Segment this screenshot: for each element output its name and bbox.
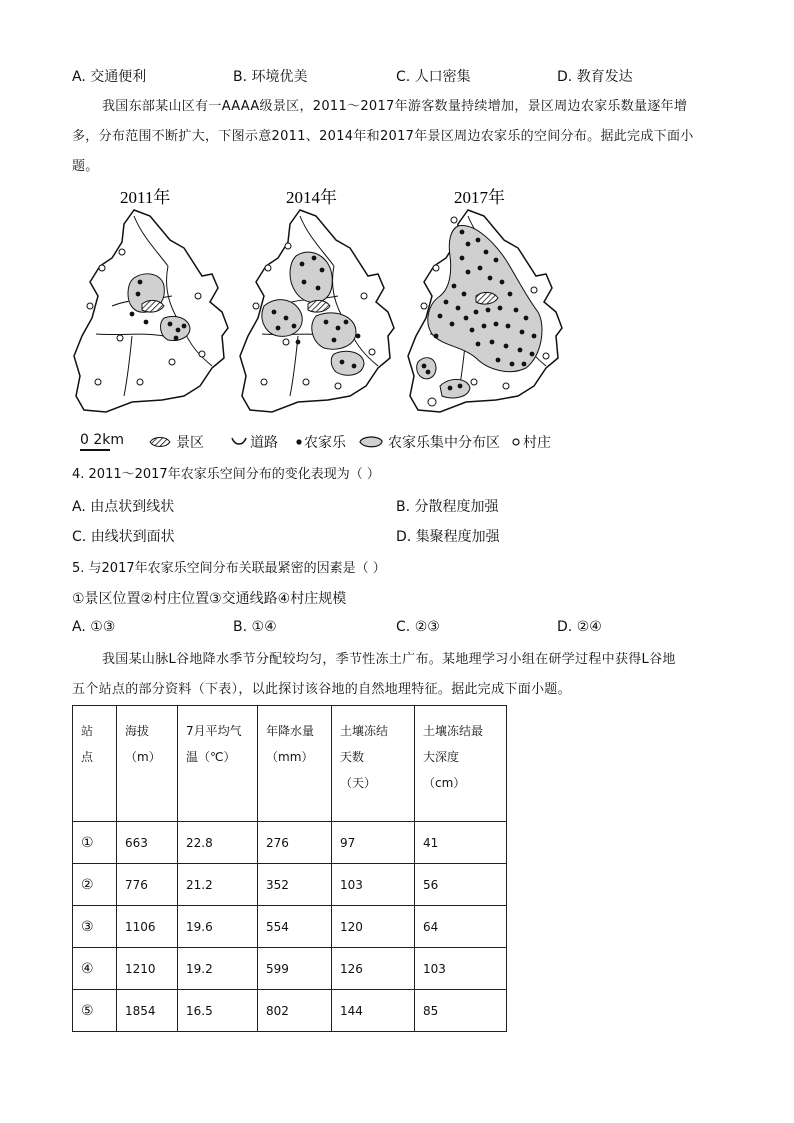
q5-stem: 5. 与2017年农家乐空间分布关联最紧密的因素是（ ） [72,561,386,576]
table-row: ① 663 22.8 276 97 41 [73,822,507,864]
farmstay-dot-icon [295,438,303,446]
table-header-row [73,706,507,822]
q3-option-d: D. 教育发达 [557,69,633,85]
q4-option-b: B. 分散程度加强 [396,499,499,515]
q5-option-b: B. ①④ [233,619,277,635]
q4-stem: 4. 2011～2017年农家乐空间分布的变化表现为（ ） [72,467,380,482]
legend-village: 村庄 [523,435,551,451]
map-2017 [408,187,562,412]
road-symbol-icon [230,436,248,448]
map-2014 [240,187,394,412]
farmstay-distribution-maps [72,186,572,431]
map-title-2014: 2014年 [286,188,337,207]
table-row: ⑤ 1854 16.5 802 144 85 [73,990,507,1032]
q3-option-c: C. 人口密集 [396,69,471,85]
q5-factors: ①景区位置②村庄位置③交通线路④村庄规模 [72,591,347,607]
intro-paragraph-2: 我国某山脉L谷地降水季节分配较均匀，季节性冻土广布。某地理学习小组在研学过程中获得L谷地 五个站点的部分资料（下表），以此探讨该谷地的自然地理特征。据此完成下面小题。 [72,652,676,697]
q4-option-c: C. 由线状到面状 [72,529,175,545]
q5-option-d: D. ②④ [557,619,602,635]
map-title-2017: 2017年 [454,188,505,207]
map-title-2011: 2011年 [120,188,171,207]
table-row: ④ 1210 19.2 599 126 103 [73,948,507,990]
q4-option-a: A. 由点状到线状 [72,499,175,515]
q5-option-a: A. ①③ [72,619,116,635]
scenic-area-symbol-icon [148,435,172,449]
q3-option-a: A. 交通便利 [72,69,147,85]
legend-road: 道路 [250,435,278,451]
q4-option-d: D. 集聚程度加强 [396,529,500,545]
legend-scenic: 景区 [176,435,204,451]
intro-paragraph-1: 我国东部某山区有一AAAA级景区，2011～2017年游客数量持续增加，景区周边农家乐数量逐年增 多，分布范围不断扩大，下图示意2011、2014年和2017年景区周边农家乐的空间分布。据此完成下面小 题。 [72,99,694,174]
q5-option-c: C. ②③ [396,619,440,635]
header-precipitation: 年降水量 （mm） [258,706,332,822]
legend-scale: 0 2km [80,432,125,448]
header-frozen-depth: 土壤冻结最 大深度 （cm） [415,706,507,822]
header-frozen-days: 土壤冻结 天数 （天） [332,706,415,822]
table-row: ③ 1106 19.6 554 120 64 [73,906,507,948]
scale-bar [80,449,136,453]
station-data-table [72,705,507,1032]
legend-farmstay: 农家乐 [304,435,346,451]
header-july-temp: 7月平均气 温（℃） [178,706,258,822]
q3-option-b: B. 环境优美 [233,69,308,85]
table-row: ② 776 21.2 352 103 56 [73,864,507,906]
legend-cluster: 农家乐集中分布区 [388,435,500,451]
cluster-area-symbol-icon [358,434,384,450]
header-elevation: 海拔 （m） [117,706,178,822]
header-station: 站 点 [73,706,117,822]
map-2011 [74,187,228,412]
village-symbol-icon [511,437,521,447]
